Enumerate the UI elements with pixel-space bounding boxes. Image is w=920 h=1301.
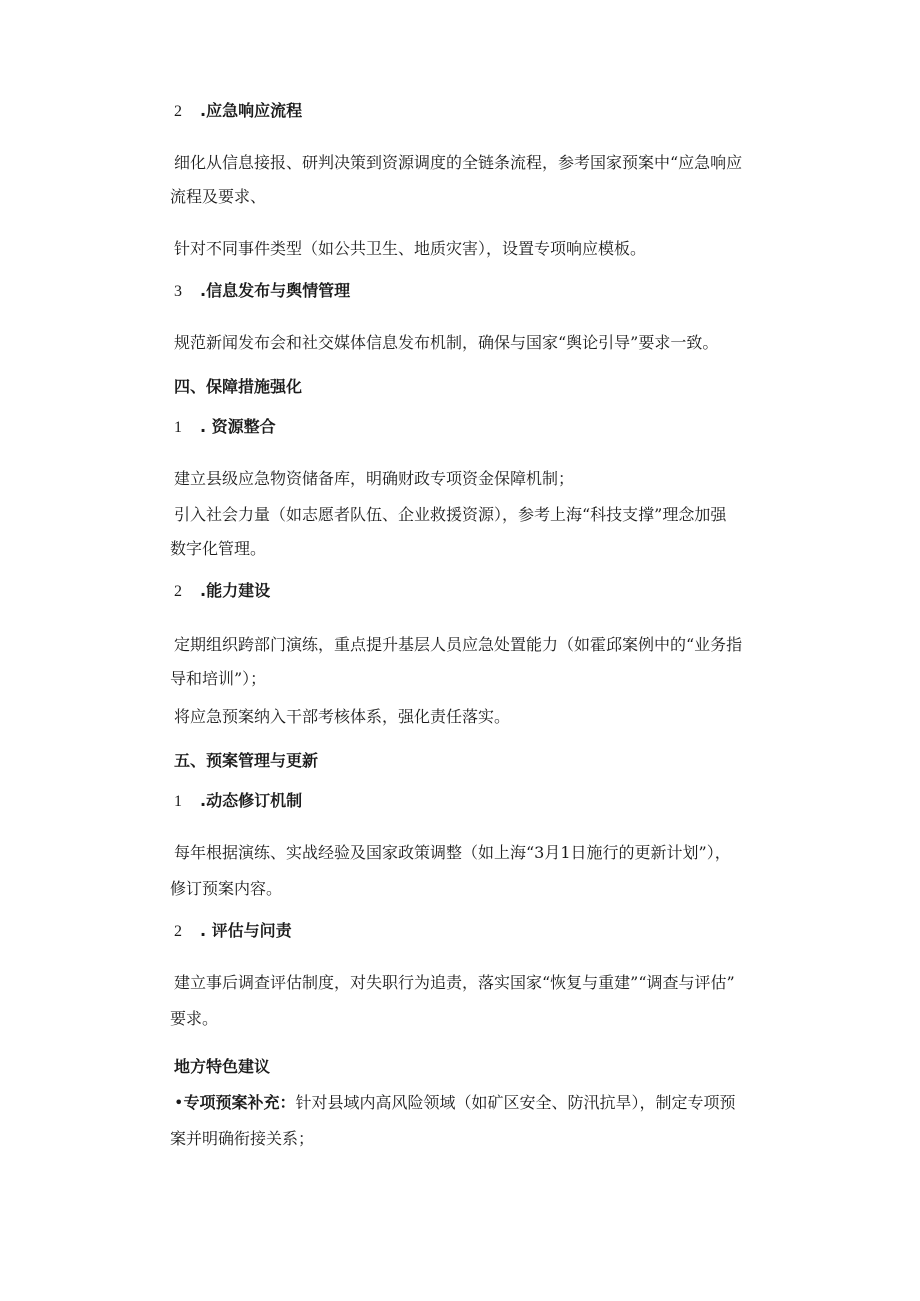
- paragraph-line: 建立事后调查评估制度，对失职行为追责，落实国家“恢复与重建”“调查与评估”: [174, 973, 735, 992]
- paragraph-line: 修订预案内容。: [170, 879, 283, 898]
- paragraph-line: 建立县级应急物资储备库，明确财政专项资金保障机制；: [174, 469, 575, 488]
- subheading-capacity-building: [174, 576, 794, 607]
- paragraph-line: 案并明确衔接关系；: [170, 1129, 315, 1148]
- item-number: 2: [174, 923, 182, 940]
- paragraph-line: 细化从信息接报、研判决策到资源调度的全链条流程，参考国家预案中“应急响应: [174, 153, 743, 172]
- item-number: 1: [174, 793, 182, 810]
- subheading-resource-integration: [174, 412, 794, 443]
- item-title: .应急响应流程: [200, 101, 303, 120]
- section-heading: 地方特色建议: [174, 1057, 271, 1076]
- section-heading: 四、保障措施强化: [174, 377, 303, 396]
- item-number: 3: [174, 283, 182, 300]
- paragraph-line: 将应急预案纳入干部考核体系，强化责任落实。: [174, 707, 511, 726]
- item-number: 2: [174, 583, 182, 600]
- paragraph-line: 规范新闻发布会和社交媒体信息发布机制，确保与国家“舆论引导”要求一致。: [174, 333, 719, 352]
- item-title: . 评估与问责: [200, 921, 292, 940]
- paragraph-line: 要求。: [170, 1009, 219, 1028]
- paragraph-line: 每年根据演练、实战经验及国家政策调整（如上海“3月1日施行的更新计划”），: [174, 843, 731, 862]
- subheading-dynamic-revision: [174, 786, 794, 817]
- subheading-evaluation-accountability: [174, 916, 794, 947]
- paragraph-line: 导和培训”）；: [170, 669, 267, 688]
- paragraph-line: 数字化管理。: [170, 539, 267, 558]
- item-number: 1: [174, 419, 182, 436]
- paragraph-line: 引入社会力量（如志愿者队伍、企业救援资源），参考上海“科技支撑”理念加强: [174, 505, 727, 524]
- item-title: .能力建设: [200, 581, 271, 600]
- paragraph-line: 定期组织跨部门演练，重点提升基层人员应急处置能力（如霍邱案例中的“业务指: [174, 635, 743, 654]
- paragraph-line: 流程及要求、: [170, 187, 267, 206]
- bullet-item: [174, 1088, 794, 1118]
- item-title: . 资源整合: [200, 417, 276, 436]
- bullet-label: 专项预案补充：: [183, 1093, 296, 1112]
- item-number: 2: [174, 103, 182, 120]
- paragraph-line: 针对不同事件类型（如公共卫生、地质灾害），设置专项响应模板。: [174, 239, 647, 258]
- bullet-text: 针对县域内高风险领域（如矿区安全、防汛抗旱），制定专项预: [295, 1093, 736, 1112]
- section-heading: 五、预案管理与更新: [174, 751, 319, 770]
- item-title: .信息发布与舆情管理: [200, 281, 351, 300]
- subheading-info-release: [174, 276, 794, 307]
- bullet-icon: •: [174, 1093, 184, 1112]
- subheading-response-process: [174, 96, 794, 127]
- item-title: .动态修订机制: [200, 791, 303, 810]
